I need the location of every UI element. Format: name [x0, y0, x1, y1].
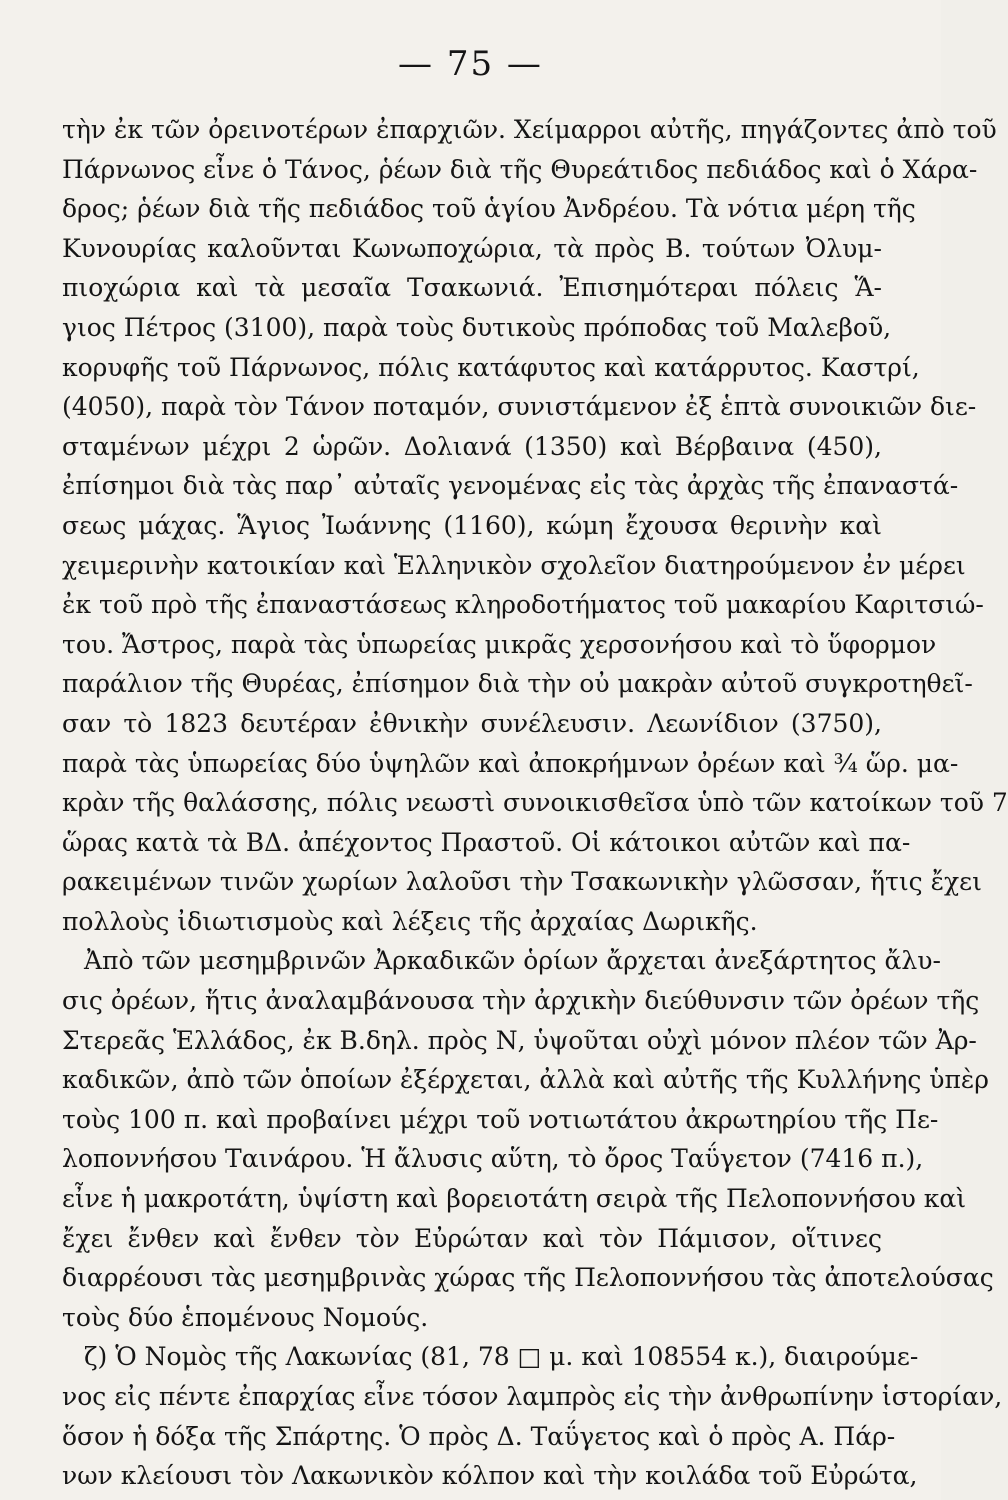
text-line: ρακειμένων τινῶν χωρίων λαλοῦσι τὴν Τσακωνικὴν γλῶσσαν, ἥτις ἔχει	[62, 867, 982, 897]
text-line: του. Ἄστρος, παρὰ τὰς ὑπωρείας μικρᾶς χερσονήσου καὶ τὸ ὕφορμον	[62, 629, 937, 659]
text-line: ἐκ τοῦ πρὸ τῆς ἐπαναστάσεως κληροδοτήματος τοῦ μακαρίου Καριτσιώ-	[62, 590, 984, 620]
text-line: ἐπίσημοι διὰ τὰς παρ᾽ αὐταῖς γενομένας εἰς τὰς ἀρχὰς τῆς ἐπαναστά-	[62, 471, 959, 501]
text-line: Στερεᾶς Ἑλλάδος, ἐκ Β.δηλ. πρὸς Ν, ὑψοῦται οὐχὶ μόνον πλέον τῶν Ἀρ-	[62, 1025, 977, 1055]
text-line: ζ) Ὁ Νομὸς τῆς Λακωνίας (81, 78 □ μ. καὶ 108554 κ.), διαιρούμε-	[84, 1342, 919, 1372]
text-line: (4050), παρὰ τὸν Τάνον ποταμόν, συνιστάμενον ἐξ ἑπτὰ συνοικιῶν διε-	[62, 392, 977, 422]
text-line: καδικῶν, ἀπὸ τῶν ὁποίων ἐξέρχεται, ἀλλὰ καὶ αὐτῆς τῆς Κυλλήνης ὑπὲρ	[62, 1065, 990, 1095]
text-line: κρὰν τῆς θαλάσσης, πόλις νεωστὶ συνοικισθεῖσα ὑπὸ τῶν κατοίκων τοῦ 7	[62, 788, 1008, 818]
text-line: τοὺς δύο ἑπομένους Νομούς.	[62, 1302, 429, 1332]
text-line: χειμερινὴν κατοικίαν καὶ Ἑλληνικὸν σχολεῖον διατηρούμενον ἐν μέρει	[62, 550, 966, 580]
page-number: — 75 —	[398, 44, 543, 84]
text-line: πολλοὺς ἰδιωτισμοὺς καὶ λέξεις τῆς ἀρχαίας Δωρικῆς.	[62, 906, 758, 936]
text-line: ὥρας κατὰ τὰ ΒΔ. ἀπέχοντος Πραστοῦ. Οἱ κάτοικοι αὐτῶν καὶ πα-	[62, 827, 911, 857]
text-line: νος εἰς πέντε ἐπαρχίας εἶνε τόσον λαμπρὸς εἰς τὴν ἀνθρωπίνην ἱστορίαν,	[62, 1382, 1003, 1411]
text-line: σταμένων μέχρι 2 ὡρῶν. Δολιανά (1350) καὶ Βέρβαινα (450),	[62, 431, 882, 461]
text-line: ὅσον ἡ δόξα τῆς Σπάρτης. Ὁ πρὸς Δ. Ταΰγετος καὶ ὁ πρὸς Α. Πάρ-	[62, 1421, 896, 1451]
text-line: παράλιον τῆς Θυρέας, ἐπίσημον διὰ τὴν οὐ μακρὰν αὐτοῦ συγκροτηθεῖ-	[62, 669, 973, 699]
text-line: γιος Πέτρος (3100), παρὰ τοὺς δυτικοὺς πρόποδας τοῦ Μαλεβοῦ,	[62, 312, 892, 342]
text-line: νων κλείουσι τὸν Λακωνικὸν κόλπον καὶ τὴν κοιλάδα τοῦ Εὐρώτα,	[62, 1461, 918, 1491]
text-line: σαν τὸ 1823 δευτέραν ἐθνικὴν συνέλευσιν. Λεωνίδιον (3750),	[62, 708, 882, 738]
text-line: λοποννήσου Ταινάρου. Ἡ ἄλυσις αὕτη, τὸ ὄρος Ταΰγετον (7416 π.),	[62, 1144, 924, 1174]
text-line: σις ὀρέων, ἥτις ἀναλαμβάνουσα τὴν ἀρχικὴν διεύθυνσιν τῶν ὀρέων τῆς	[62, 986, 980, 1016]
text-line: Πάρνωνος εἶνε ὁ Τάνος, ῥέων διὰ τῆς Θυρεάτιδος πεδιάδος καὶ ὁ Χάρα-	[62, 154, 978, 184]
text-line: παρὰ τὰς ὑπωρείας δύο ὑψηλῶν καὶ ἀποκρήμνων ὀρέων καὶ ¾ ὥρ. μα-	[62, 748, 959, 778]
text-line: τοὺς 100 π. καὶ προβαίνει μέχρι τοῦ νοτιωτάτου ἀκρωτηρίου τῆς Πε-	[62, 1104, 939, 1134]
text-line: ἔχει ἔνθεν καὶ ἔνθεν τὸν Εὐρώταν καὶ τὸν Πάμισον, οἵτινες	[62, 1223, 882, 1253]
text-line: κορυφῆς τοῦ Πάρνωνος, πόλις κατάφυτος καὶ κατάρρυτος. Καστρί,	[62, 352, 920, 382]
text-line: Ἀπὸ τῶν μεσημβρινῶν Ἀρκαδικῶν ὁρίων ἄρχεται ἀνεξάρτητος ἄλυ-	[84, 946, 941, 976]
text-line: διαρρέουσι τὰς μεσημβρινὰς χώρας τῆς Πελοποννήσου τὰς ἀποτελούσας	[62, 1263, 994, 1293]
text-line: τὴν ἐκ τῶν ὀρεινοτέρων ἐπαρχιῶν. Χείμαρροι αὐτῆς, πηγάζοντες ἀπὸ τοῦ	[62, 115, 997, 144]
text-line: δρος; ῥέων διὰ τῆς πεδιάδος τοῦ ἁγίου Ἀνδρέου. Τὰ νότια μέρη τῆς	[62, 194, 916, 224]
text-line: πιοχώρια καὶ τὰ μεσαῖα Τσακωνιά. Ἐπισημότεραι πόλεις Ἅ-	[62, 273, 882, 303]
text-line: Κυνουρίας καλοῦνται Κωνωποχώρια, τὰ πρὸς Β. τούτων Ὀλυμ-	[62, 233, 882, 263]
text-line: σεως μάχας. Ἅγιος Ἰωάννης (1160), κώμη ἔχουσα θερινὴν καὶ	[62, 510, 882, 540]
text-line: εἶνε ἡ μακροτάτη, ὑψίστη καὶ βορειοτάτη σειρὰ τῆς Πελοποννήσου καὶ	[62, 1184, 967, 1214]
body-text	[62, 110, 1008, 1496]
